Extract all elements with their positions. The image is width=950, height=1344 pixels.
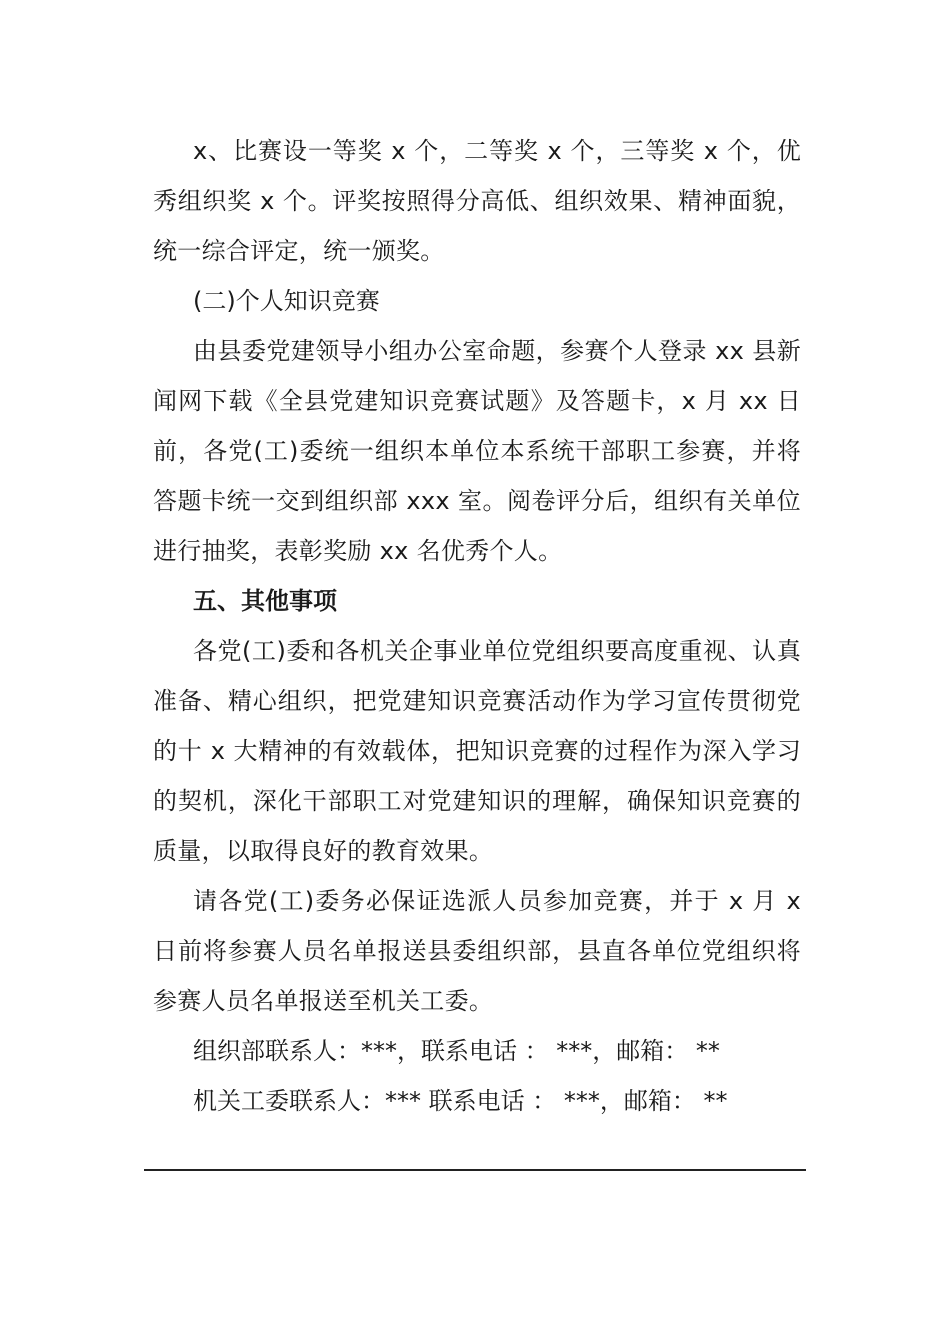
section-heading-other-matters: 五、其他事项	[193, 587, 337, 615]
registration-paragraph: 请各党(工)委务必保证选派人员参加竞赛，并于 x 月 x 日前将参赛人员名单报送县委组织部，县直各单位党组织将参赛人员名单报送至机关工委。	[153, 887, 801, 1015]
footer-divider	[144, 1169, 806, 1171]
subheading-individual-contest: (二)个人知识竞赛	[193, 287, 380, 315]
document-body	[153, 126, 801, 1126]
importance-paragraph: 各党(工)委和各机关企事业单位党组织要高度重视、认真准备、精心组织，把党建知识竞赛活动作为学习宣传贯彻党的十 x 大精神的有效载体，把知识竞赛的过程作为深入学习的契机，深化干部职工对党建知识的理解，确保知识竞赛的质量，以取得良好的教育效果。	[153, 637, 801, 865]
individual-contest-paragraph: 由县委党建领导小组办公室命题，参赛个人登录 xx 县新闻网下载《全县党建知识竞赛试题》及答题卡，x 月 xx 日前，各党(工)委统一组织本单位本系统干部职工参赛，并将答题卡统一交到组织部 xxx 室。阅卷评分后，组织有关单位进行抽奖，表彰奖励 xx 名优秀个人。	[153, 337, 801, 565]
contact-organization-dept: 组织部联系人：***，联系电话 ： ***，邮箱： **	[193, 1037, 720, 1065]
award-paragraph: x、比赛设一等奖 x 个，二等奖 x 个，三等奖 x 个，优秀组织奖 x 个。评奖按照得分高低、组织效果、精神面貌，统一综合评定，统一颁奖。	[153, 137, 801, 265]
contact-work-committee: 机关工委联系人：*** 联系电话 ： ***，邮箱： **	[193, 1087, 728, 1115]
